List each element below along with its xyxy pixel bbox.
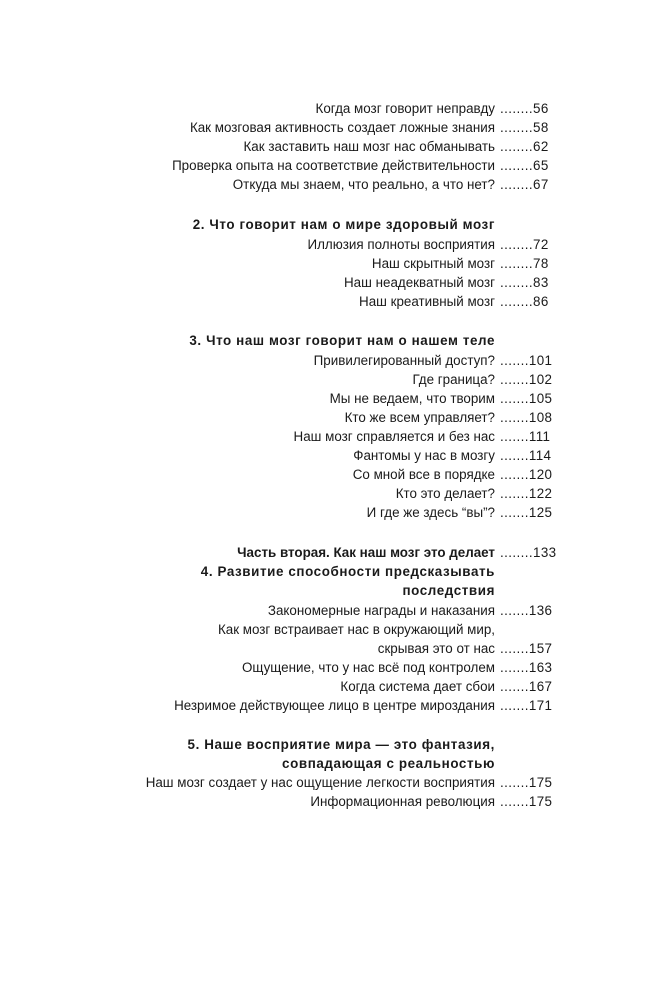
entry-page: 157 <box>528 641 553 656</box>
entry-page: 78 <box>532 256 549 271</box>
entry-title: Информационная революция <box>310 794 495 809</box>
entry-leader: .......175 <box>500 794 553 809</box>
entry-title: Кто же всем управляет? <box>344 410 495 425</box>
entry-leader: .......175 <box>500 775 553 790</box>
entry-title: Кто это делает? <box>395 486 495 501</box>
entry-page: 167 <box>528 679 553 694</box>
entry-page: 175 <box>528 775 553 790</box>
entry-leader: ........62 <box>500 139 549 154</box>
entry-leader: .......114 <box>500 448 552 463</box>
toc-entry[interactable] <box>0 370 659 389</box>
entry-leader: .......108 <box>500 410 553 425</box>
entry-title: Где граница? <box>412 372 495 387</box>
toc-entry[interactable] <box>0 137 659 156</box>
entry-page: 102 <box>528 372 553 387</box>
toc-entry-line <box>0 620 659 639</box>
entry-title: Ощущение, что у нас всё под контролем <box>242 660 495 675</box>
entry-title: Наш креативный мозг <box>359 294 495 309</box>
entry-page: 133 <box>532 545 557 560</box>
entry-page: 105 <box>528 391 553 406</box>
entry-title: Наш мозг справляется и без нас <box>293 429 495 444</box>
toc-entry[interactable] <box>0 658 659 677</box>
entry-leader: .......120 <box>500 467 553 482</box>
entry-title: Иллюзия полноты восприятия <box>307 237 495 252</box>
entry-leader: ........133 <box>500 545 557 560</box>
toc-entry[interactable] <box>0 503 659 522</box>
toc-entry[interactable] <box>0 254 659 273</box>
entry-leader: ........86 <box>500 294 549 309</box>
entry-leader: ........72 <box>500 237 549 252</box>
chapter-heading[interactable]: 3. Что наш мозг говорит нам о нашем теле <box>189 333 495 348</box>
entry-page: 65 <box>532 158 549 173</box>
entry-page: 111 <box>528 429 551 444</box>
entry-page: 136 <box>528 603 553 618</box>
toc-entry[interactable] <box>0 484 659 503</box>
entry-leader: .......122 <box>500 486 553 501</box>
entry-leader: .......111 <box>500 429 551 444</box>
entry-page: 56 <box>532 101 549 116</box>
part-two-entry[interactable] <box>0 543 659 562</box>
entry-title: Как мозг встраивает нас в окружающий мир, <box>217 622 495 637</box>
toc-entry[interactable] <box>0 465 659 484</box>
entry-title: Когда мозг говорит неправду <box>315 101 495 116</box>
toc-entry[interactable] <box>0 175 659 194</box>
entry-title: Откуда мы знаем, что реально, а что нет? <box>232 177 495 192</box>
toc-entry[interactable] <box>0 235 659 254</box>
entry-page: 62 <box>532 139 549 154</box>
toc-entry[interactable] <box>0 427 659 446</box>
entry-title: Фантомы у нас в мозгу <box>353 448 495 463</box>
chapter-heading-continued: совпадающая с реальностью <box>282 756 495 771</box>
chapter-heading[interactable]: 2. Что говорит нам о мире здоровый мозг <box>192 217 495 232</box>
toc-entry[interactable] <box>0 389 659 408</box>
entry-title: Как заставить наш мозг нас обманывать <box>243 139 495 154</box>
entry-leader: .......105 <box>500 391 553 406</box>
chapter-heading[interactable]: 4. Развитие способности предсказывать <box>200 564 495 579</box>
toc-entry[interactable] <box>0 156 659 175</box>
entry-leader: .......101 <box>500 353 553 368</box>
entry-leader: .......171 <box>500 698 553 713</box>
entry-leader: .......136 <box>500 603 553 618</box>
entry-page: 114 <box>528 448 552 463</box>
entry-leader: .......157 <box>500 641 553 656</box>
entry-title: Наш неадекватный мозг <box>344 275 495 290</box>
entry-page: 108 <box>528 410 553 425</box>
entry-title: Закономерные награды и наказания <box>267 603 495 618</box>
toc-entry[interactable] <box>0 792 659 811</box>
entry-page: 175 <box>528 794 553 809</box>
entry-title: скрывая это от нас <box>377 641 495 656</box>
entry-leader: .......167 <box>500 679 553 694</box>
entry-title: Наш скрытный мозг <box>371 256 495 271</box>
entry-page: 58 <box>532 120 549 135</box>
entry-page: 171 <box>528 698 553 713</box>
entry-leader: .......102 <box>500 372 553 387</box>
entry-title: Как мозговая активность создает ложные знания <box>189 120 495 135</box>
entry-title: Проверка опыта на соответствие действительности <box>172 158 495 173</box>
entry-page: 67 <box>532 177 549 192</box>
entry-leader: .......125 <box>500 505 553 520</box>
entry-leader: ........78 <box>500 256 549 271</box>
part-title: Часть вторая. Как наш мозг это делает <box>237 545 495 560</box>
entry-leader: ........83 <box>500 275 549 290</box>
entry-title: Когда система дает сбои <box>340 679 495 694</box>
toc-entry[interactable] <box>0 446 659 465</box>
toc-entry[interactable] <box>0 639 659 658</box>
chapter-heading-continued: последствия <box>402 583 495 598</box>
entry-title: Со мной все в порядке <box>352 467 495 482</box>
entry-leader: ........67 <box>500 177 549 192</box>
toc-entry[interactable] <box>0 351 659 370</box>
toc-entry[interactable] <box>0 773 659 792</box>
entry-page: 86 <box>532 294 549 309</box>
entry-leader: ........65 <box>500 158 549 173</box>
toc-entry[interactable] <box>0 273 659 292</box>
entry-page: 163 <box>528 660 553 675</box>
entry-title: Привилегированный доступ? <box>313 353 495 368</box>
entry-page: 101 <box>528 353 553 368</box>
entry-page: 120 <box>528 467 553 482</box>
toc-entry[interactable] <box>0 99 659 118</box>
toc-entry[interactable] <box>0 292 659 311</box>
entry-page: 125 <box>528 505 553 520</box>
entry-page: 83 <box>532 275 549 290</box>
entry-leader: ........58 <box>500 120 549 135</box>
toc-entry[interactable] <box>0 677 659 696</box>
entry-page: 72 <box>532 237 549 252</box>
entry-title: И где же здесь “вы”? <box>366 505 495 520</box>
entry-title: Мы не ведаем, что творим <box>329 391 495 406</box>
entry-title: Незримое действующее лицо в центре мироздания <box>174 698 495 713</box>
toc-entry[interactable] <box>0 408 659 427</box>
entry-page: 122 <box>528 486 553 501</box>
toc-entry[interactable] <box>0 696 659 715</box>
entry-title: Наш мозг создает у нас ощущение легкости восприятия <box>145 775 495 790</box>
entry-leader: .......163 <box>500 660 553 675</box>
chapter-heading[interactable]: 5. Наше восприятие мира — это фантазия, <box>187 737 495 752</box>
toc-entry[interactable] <box>0 601 659 620</box>
entry-leader: ........56 <box>500 101 549 116</box>
toc-entry[interactable] <box>0 118 659 137</box>
